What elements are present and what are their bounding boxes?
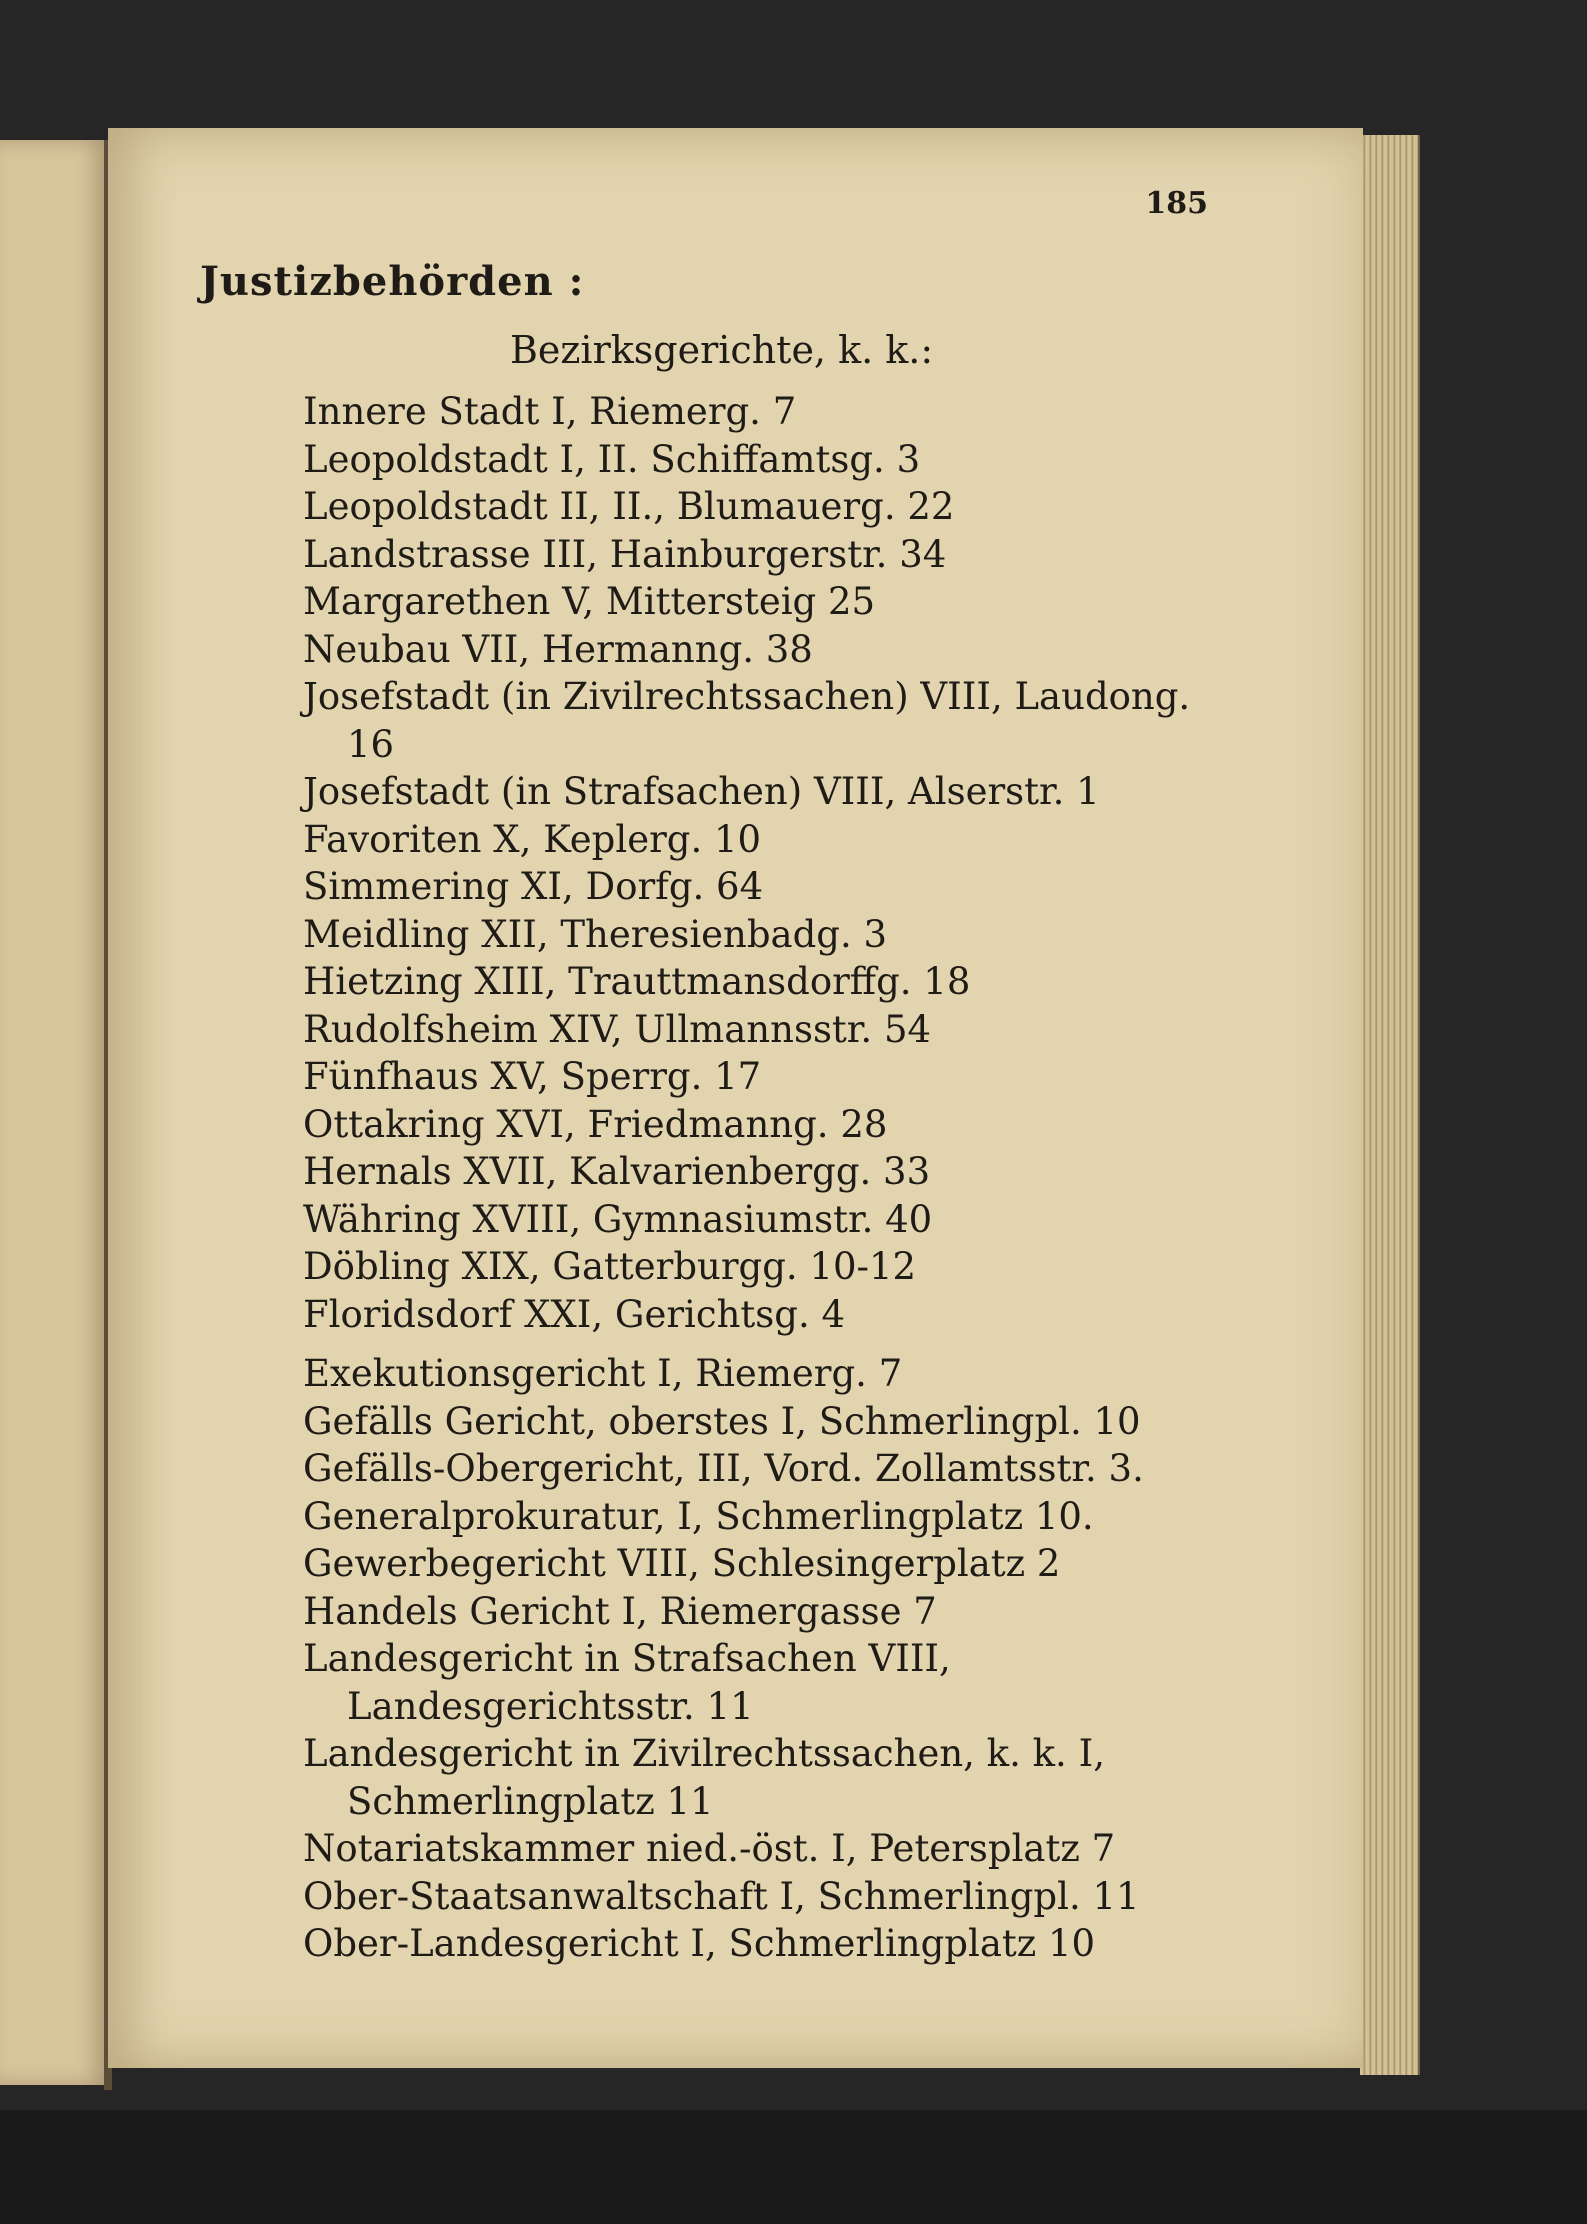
list-item: Notariatskammer nied.-öst. I, Petersplatz 7: [303, 1827, 1116, 1870]
list-item: Ober-Staatsanwaltschaft I, Schmerlingpl. 11: [303, 1874, 1140, 1918]
list-item: Fünfhaus XV, Sperrg. 17: [303, 1055, 762, 1098]
district-courts-list: [303, 388, 1223, 1338]
list-item: Rudolfsheim XIV, Ullmannsstr. 54: [303, 1007, 932, 1051]
list-item: Josefstadt (in Zivilrechtssachen) VIII, Laudong. 16: [303, 675, 1191, 766]
previous-page-edge: [0, 140, 110, 2085]
list-item: Neubau VII, Hermanng. 38: [303, 627, 813, 671]
list-item: Leopoldstadt II, II., Blumauerg. 22: [303, 485, 955, 528]
page-stack-edges: [1360, 135, 1420, 2075]
list-item: Gewerbegericht VIII, Schlesingerplatz 2: [303, 1542, 1061, 1585]
list-item: Innere Stadt I, Riemerg. 7: [303, 390, 797, 433]
dark-background: [0, 2110, 1587, 2224]
list-item: Margarethen V, Mittersteig 25: [303, 580, 876, 623]
list-item: Landesgericht in Zivilrechtssachen, k. k. I, Schmerlingplatz 11: [303, 1732, 1105, 1823]
list-item: Hietzing XIII, Trauttmansdorffg. 18: [303, 960, 971, 1003]
list-item: Meidling XII, Theresienbadg. 3: [303, 912, 888, 956]
list-item: Ottakring XVI, Friedmanng. 28: [303, 1102, 888, 1146]
list-item: Favoriten X, Keplerg. 10: [303, 817, 762, 861]
list-item: Simmering XI, Dorfg. 64: [303, 865, 764, 908]
list-item: Generalprokuratur, I, Schmerlingplatz 10.: [303, 1494, 1094, 1538]
list-item: Leopoldstadt I, II. Schiffamtsg. 3: [303, 437, 921, 481]
list-item: Handels Gericht I, Riemergasse 7: [303, 1589, 937, 1633]
list-item: Floridsdorf XXI, Gerichtsg. 4: [303, 1292, 846, 1336]
other-courts-list: [303, 1350, 1223, 1968]
section-title: Justizbehörden :: [200, 258, 585, 305]
list-item: Gefälls-Obergericht, III, Vord. Zollamtsstr. 3.: [303, 1447, 1144, 1490]
list-item: Josefstadt (in Strafsachen) VIII, Alserstr. 1: [303, 770, 1100, 813]
list-item: Landesgericht in Strafsachen VIII, Landesgerichtsstr. 11: [303, 1637, 951, 1728]
list-item: Gefälls Gericht, oberstes I, Schmerlingpl. 10: [303, 1399, 1141, 1443]
list-item: Ober-Landesgericht I, Schmerlingplatz 10: [303, 1922, 1096, 1965]
subsection-title: Bezirksgerichte, k. k.:: [510, 328, 934, 372]
page-number: 185: [1145, 186, 1208, 221]
list-item: Landstrasse III, Hainburgerstr. 34: [303, 532, 947, 576]
list-item: Währing XVIII, Gymnasiumstr. 40: [303, 1197, 933, 1241]
list-item: Hernals XVII, Kalvarienbergg. 33: [303, 1150, 931, 1193]
book-page: [108, 128, 1363, 2068]
list-item: Döbling XIX, Gatterburgg. 10-12: [303, 1245, 917, 1288]
list-item: Exekutionsgericht I, Riemerg. 7: [303, 1352, 903, 1395]
